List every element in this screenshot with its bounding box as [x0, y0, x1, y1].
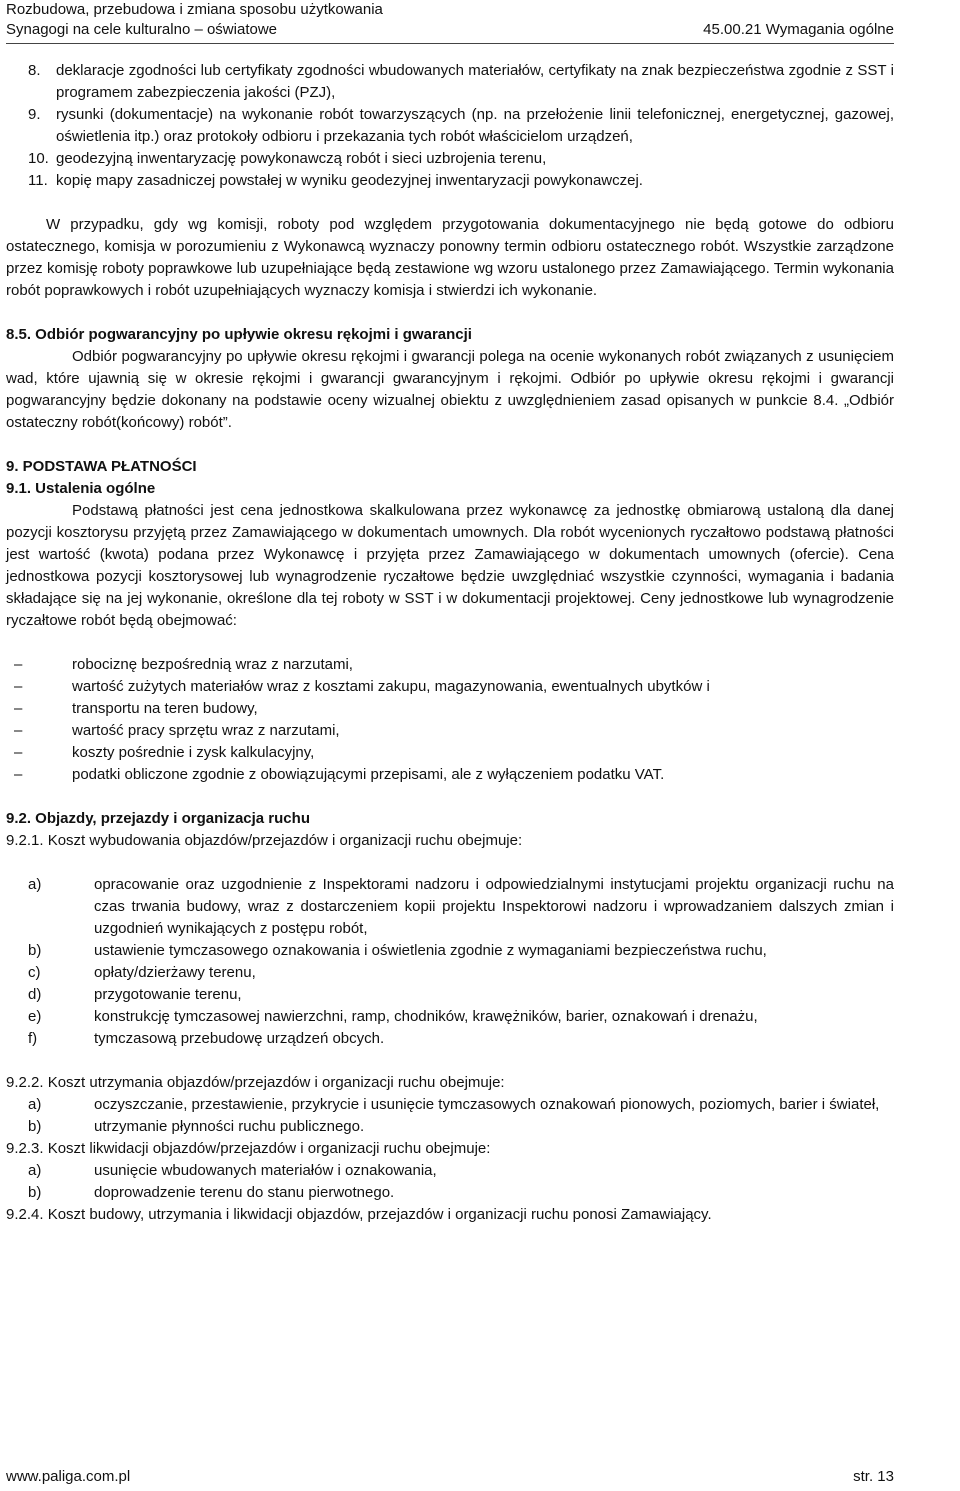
list-item: [14, 764, 894, 786]
header-line2: [6, 20, 894, 40]
list-text: deklaracje zgodności lub certyfikaty zgodności wbudowanych materiałów, certyfikaty na znak bezpieczeństwa zgodnie z SST i programem zabezpieczenia jakości (PZJ),: [56, 62, 894, 101]
list-text: konstrukcję tymczasowej nawierzchni, ramp, chodników, krawężników, barier, oznakowań i drenażu,: [94, 1008, 758, 1025]
list-letter: e): [28, 1008, 42, 1025]
list-item: [28, 962, 894, 984]
list-number: 10.: [28, 150, 49, 167]
list-item: [28, 874, 894, 940]
dash-bullet: –: [14, 678, 23, 695]
list-item: [28, 1094, 894, 1116]
list-text: utrzymanie płynności ruchu publicznego.: [94, 1118, 365, 1135]
header-spec-code: 45.00.21 Wymagania ogólne: [703, 21, 894, 38]
numbered-list: [28, 60, 894, 192]
list-text: wartość pracy sprzętu wraz z narzutami,: [72, 722, 340, 739]
dash-bullet: –: [14, 766, 23, 783]
list-letter: c): [28, 964, 41, 981]
subsection-9-2-4: 9.2.4. Koszt budowy, utrzymania i likwidacji objazdów, przejazdów i organizacji ruchu ponosi Zamawiający.: [6, 1206, 712, 1223]
subsection-9-2-3-intro: 9.2.3. Koszt likwidacji objazdów/przejazdów i organizacji ruchu obejmuje:: [6, 1140, 491, 1157]
list-item: [14, 654, 894, 676]
footer-website-link[interactable]: www.paliga.com.pl: [6, 1468, 131, 1485]
list-item: [28, 60, 894, 104]
list-text: przygotowanie terenu,: [94, 986, 242, 1003]
header-subtitle: Synagogi na cele kulturalno – oświatowe: [6, 21, 278, 38]
list-number: 11.: [28, 172, 48, 189]
list-letter: f): [28, 1030, 38, 1047]
section-heading-9-1: 9.1. Ustalenia ogólne: [6, 480, 156, 497]
list-text: koszty pośrednie i zysk kalkulacyjny,: [72, 744, 315, 761]
page-number: str. 13: [853, 1468, 894, 1485]
list-item: [28, 940, 894, 962]
list-number: 9.: [28, 106, 41, 123]
list-text: rysunki (dokumentacje) na wykonanie robót towarzyszących (np. na przełożenie linii telefonicznej, energetycznej, gazowej, oświetlenia itp.) oraz protokoły odbioru i przekazania tych robót właścicielom urządzeń,: [56, 106, 894, 145]
list-letter: a): [28, 876, 42, 893]
list-text: geodezyjną inwentaryzację powykonawczą robót i sieci uzbrojenia terenu,: [56, 150, 547, 167]
list-letter: a): [28, 1096, 42, 1113]
document-body: [6, 60, 894, 1226]
dash-bullet: –: [14, 656, 23, 673]
list-text: podatki obliczone zgodnie z obowiązującymi przepisami, ale z wyłączeniem podatku VAT.: [72, 766, 665, 783]
list-text: robociznę bezpośrednią wraz z narzutami,: [72, 656, 353, 673]
list-item: [14, 720, 894, 742]
header-title-line1: Rozbudowa, przebudowa i zmiana sposobu użytkowania: [6, 1, 383, 18]
header-divider: [6, 43, 894, 44]
list-text: kopię mapy zasadniczej powstałej w wyniku geodezyjnej inwentaryzacji powykonawczej.: [56, 172, 643, 189]
list-text: wartość zużytych materiałów wraz z kosztami zakupu, magazynowania, ewentualnych ubytków i: [72, 678, 710, 695]
list-letter: b): [28, 942, 42, 959]
subsection-9-2-2-intro: 9.2.2. Koszt utrzymania objazdów/przejazdów i organizacji ruchu obejmuje:: [6, 1074, 505, 1091]
list-item: [28, 1160, 894, 1182]
page-footer: [6, 1466, 894, 1488]
list-item: [28, 104, 894, 148]
list-item: [14, 698, 894, 720]
list-item: [28, 1116, 894, 1138]
list-item: [28, 170, 894, 192]
paragraph-9-1: Podstawą płatności jest cena jednostkowa skalkulowana przez wykonawcę za jednostkę obmiarową ustaloną dla danej pozycji kosztorysu przyjętą przez Zamawiającego w dokumentach umownych. Dla robót wycenionych ryczałtowo podstawą płatności jest wartość (kwota) podana przez Wykonawcę i przyjęta przez Zamawiającego w dokumentach umownych (ofercie). Cena jednostkowa pozycji kosztorysowej lub wynagrodzenie ryczałtowe będzie uwzględniać wszystkie czynności, wymagania i badania składające się na jej wykonanie, określone dla tej roboty w SST i w dokumentacji projektowej. Ceny jednostkowe lub wynagrodzenie ryczałtowe robót będą obejmować:: [6, 502, 894, 629]
list-text: oczyszczanie, przestawienie, przykrycie i usunięcie tymczasowych oznakowań pionowych, poziomych, barier i świateł,: [94, 1096, 880, 1113]
list-letter: d): [28, 986, 42, 1003]
list-number: 8.: [28, 62, 41, 79]
subsection-9-2-1-intro: 9.2.1. Koszt wybudowania objazdów/przejazdów i organizacji ruchu obejmuje:: [6, 832, 523, 849]
list-text: opłaty/dzierżawy terenu,: [94, 964, 256, 981]
list-item: [28, 1028, 894, 1050]
list-text: ustawienie tymczasowego oznakowania i oświetlenia zgodnie z wymaganiami bezpieczeństwa ruchu,: [94, 942, 767, 959]
section-heading-9-2: 9.2. Objazdy, przejazdy i organizacja ruchu: [6, 810, 310, 827]
list-letter: b): [28, 1118, 42, 1135]
list-text: tymczasową przebudowę urządzeń obcych.: [94, 1030, 385, 1047]
cost-components-list: [6, 654, 894, 786]
list-item: [28, 148, 894, 170]
list-item: [14, 676, 894, 698]
list-item: [28, 1182, 894, 1204]
lettered-list-9-2-3: [28, 1160, 894, 1204]
list-letter: b): [28, 1184, 42, 1201]
list-item: [14, 742, 894, 764]
list-text: usunięcie wbudowanych materiałów i oznakowania,: [94, 1162, 437, 1179]
list-letter: a): [28, 1162, 42, 1179]
list-item: [28, 984, 894, 1006]
section-heading-9: 9. PODSTAWA PŁATNOŚCI: [6, 458, 197, 475]
paragraph-8-5: Odbiór pogwarancyjny po upływie okresu rękojmi i gwarancji polega na ocenie wykonanych robót związanych z usunięciem wad, które ujawnią się w okresie rękojmi i gwarancji gwarancyjnym i rękojmi. Odbiór po upływie okresu rękojmi i gwarancji pogwarancyjny będzie dokonany na podstawie oceny wizualnej obiektu z uwzględnieniem zasad opisanych w punkcie 8.4. „Odbiór ostateczny robót(końcowy) robót”.: [6, 348, 894, 431]
lettered-list-9-2-2: [28, 1094, 894, 1138]
section-heading-8-5: 8.5. Odbiór pogwarancyjny po upływie okresu rękojmi i gwarancji: [6, 326, 472, 343]
dash-bullet: –: [14, 700, 23, 717]
paragraph-commission: W przypadku, gdy wg komisji, roboty pod względem przygotowania dokumentacyjnego nie będą gotowe do odbioru ostatecznego, komisja w porozumieniu z Wykonawcą wyznaczy ponowny termin odbioru ostatecznego robót. Wszystkie zarządzone przez komisję roboty poprawkowe lub uzupełniające będą zestawione wg wzoru ustalonego przez Zamawiającego. Termin wykonania robót poprawkowych i robót uzupełniających wyznaczy komisja i stwierdzi ich wykonanie.: [6, 216, 894, 299]
list-text: doprowadzenie terenu do stanu pierwotnego.: [94, 1184, 395, 1201]
page-header: [6, 0, 894, 40]
dash-bullet: –: [14, 722, 23, 739]
list-text: transportu na teren budowy,: [72, 700, 258, 717]
dash-bullet: –: [14, 744, 23, 761]
lettered-list-9-2-1: [28, 874, 894, 1050]
list-text: opracowanie oraz uzgodnienie z Inspektorami nadzoru i odpowiedzialnymi instytucjami projektu organizacji ruchu na czas trwania budowy, wraz z dostarczeniem kopii projektu Inspektorowi nadzoru i wprowadzaniem dalszych zmian i uzgodnień wynikających z postępu robót,: [94, 876, 894, 937]
list-item: [28, 1006, 894, 1028]
